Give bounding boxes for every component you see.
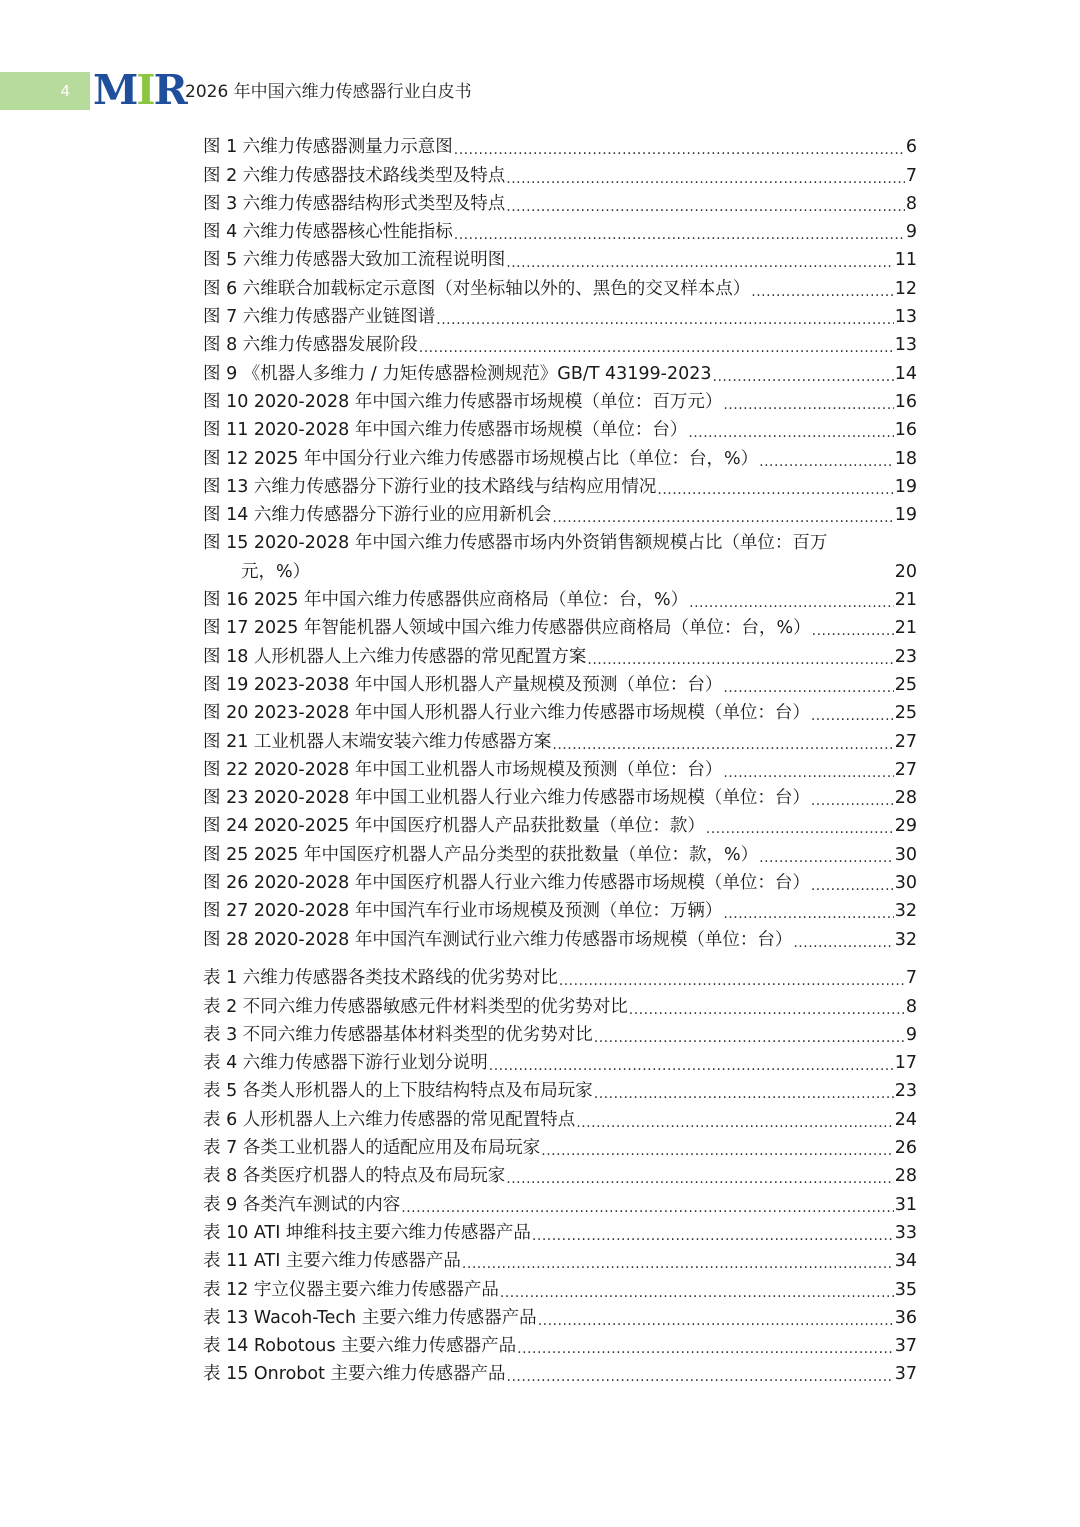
toc-entry-label: 表 11 ATI 主要六维力传感器产品 <box>203 1251 461 1272</box>
toc-entry-label: 图 11 2020-2028 年中国六维力传感器市场规模（单位：台） <box>203 420 688 441</box>
dot-leader <box>538 1305 894 1331</box>
dot-leader <box>576 1107 893 1133</box>
table-entry[interactable] <box>203 1359 917 1387</box>
toc-entry-label: 图 15 2020-2028 年中国六维力传感器市场内外资销售额规模占比（单位：百万 <box>203 533 828 554</box>
toc-entry-page: 16 <box>894 420 917 441</box>
table-entry[interactable] <box>203 991 917 1019</box>
toc-entry-label: 图 21 工业机器人末端安装六维力传感器方案 <box>203 731 552 752</box>
figure-entry[interactable] <box>203 472 917 500</box>
figure-entry[interactable] <box>203 415 917 443</box>
toc-entry-page: 7 <box>905 165 917 186</box>
dot-leader <box>587 644 893 670</box>
toc-entry-page: 36 <box>894 1307 917 1328</box>
dot-leader <box>723 672 893 698</box>
toc-entry-label: 图 13 六维力传感器分下游行业的技术路线与结构应用情况 <box>203 476 657 497</box>
table-entry[interactable] <box>203 963 917 991</box>
toc-entry-label: 表 4 六维力传感器下游行业划分说明 <box>203 1053 488 1074</box>
toc-entry-label: 表 6 人形机器人上六维力传感器的常见配置特点 <box>203 1109 576 1130</box>
toc-entry-page: 34 <box>894 1251 917 1272</box>
dot-leader <box>594 1078 894 1104</box>
toc-entry-page: 33 <box>894 1222 917 1243</box>
figure-entry[interactable] <box>203 924 917 952</box>
dot-leader <box>629 994 905 1020</box>
figure-entry[interactable] <box>203 160 917 188</box>
toc-entry-page: 13 <box>894 335 917 356</box>
dot-leader <box>759 446 894 472</box>
dot-leader <box>559 965 905 991</box>
toc-entry-page: 8 <box>905 996 917 1017</box>
toc-entry-label: 图 6 六维联合加载标定示意图（对坐标轴以外的、黑色的交叉样本点） <box>203 278 751 299</box>
toc-entry-label: 表 5 各类人形机器人的上下肢结构特点及布局玩家 <box>203 1081 593 1102</box>
table-entry[interactable] <box>203 1303 917 1331</box>
toc-entry-label: 表 10 ATI 坤维科技主要六维力传感器产品 <box>203 1222 531 1243</box>
figure-entry[interactable] <box>203 217 917 245</box>
toc-entry-page: 19 <box>894 476 917 497</box>
toc-entry-page: 23 <box>894 1081 917 1102</box>
toc-entry-label: 图 4 六维力传感器核心性能指标 <box>203 222 453 243</box>
document-title: 2026 年中国六维力传感器行业白皮书 <box>185 82 472 102</box>
toc-entry-page: 12 <box>894 278 917 299</box>
dot-leader <box>688 417 893 443</box>
dot-leader <box>462 1248 894 1274</box>
toc-entry-page: 31 <box>894 1194 917 1215</box>
mir-logo: MIR <box>93 66 186 114</box>
toc-entry-page: 13 <box>894 307 917 328</box>
table-entry[interactable] <box>203 1218 917 1246</box>
figure-entry[interactable] <box>203 273 917 301</box>
toc-entry-label: 图 7 六维力传感器产业链图谱 <box>203 307 436 328</box>
toc-entry-page: 11 <box>894 250 917 271</box>
toc-entry-label: 表 7 各类工业机器人的适配应用及布局玩家 <box>203 1138 541 1159</box>
dot-leader <box>454 219 905 245</box>
toc-entry-label: 图 8 六维力传感器发展阶段 <box>203 335 418 356</box>
table-entry[interactable] <box>203 1048 917 1076</box>
dot-leader <box>723 898 893 924</box>
toc-entry-label: 图 18 人形机器人上六维力传感器的常见配置方案 <box>203 646 587 667</box>
toc-entry-label: 图 24 2020-2025 年中国医疗机器人产品获批数量（单位：款） <box>203 816 705 837</box>
dot-leader <box>506 191 905 217</box>
toc-entry-page: 25 <box>894 703 917 724</box>
toc-entry-label: 图 17 2025 年智能机器人领域中国六维力传感器供应商格局（单位：台，%） <box>203 618 811 639</box>
toc-entry-label: 元，%） <box>241 561 311 582</box>
figure-entry[interactable] <box>203 245 917 273</box>
table-entry[interactable] <box>203 1104 917 1132</box>
figure-entry[interactable] <box>203 387 917 415</box>
toc-entry-label: 图 22 2020-2028 年中国工业机器人市场规模及预测（单位：台） <box>203 759 723 780</box>
table-entry[interactable] <box>203 1161 917 1189</box>
toc-entry-page: 30 <box>894 844 917 865</box>
toc-entry-page: 23 <box>894 646 917 667</box>
dot-leader <box>506 163 905 189</box>
dot-leader <box>811 785 894 811</box>
figure-list <box>203 132 917 953</box>
dot-leader <box>751 276 893 302</box>
toc-entry-label: 图 16 2025 年中国六维力传感器供应商格局（单位：台，%） <box>203 590 689 611</box>
toc-entry-label: 表 12 宇立仪器主要六维力传感器产品 <box>203 1279 499 1300</box>
toc-entry-page: 24 <box>894 1109 917 1130</box>
table-entry[interactable] <box>203 1020 917 1048</box>
toc-entry-label: 表 15 Onrobot 主要六维力传感器产品 <box>203 1364 506 1385</box>
figure-entry[interactable] <box>203 330 917 358</box>
dot-leader <box>517 1333 894 1359</box>
toc-entry-page: 7 <box>905 968 917 989</box>
toc-entry-page: 20 <box>894 561 917 582</box>
figure-entry[interactable] <box>203 783 917 811</box>
dot-leader <box>419 332 894 358</box>
toc-entry-page: 30 <box>894 873 917 894</box>
dot-leader <box>541 1135 893 1161</box>
figure-entry[interactable] <box>203 613 917 641</box>
dot-leader <box>723 389 893 415</box>
figure-entry[interactable] <box>203 500 917 528</box>
figure-entry[interactable] <box>203 358 917 386</box>
figure-entry[interactable] <box>203 896 917 924</box>
toc-entry-page: 14 <box>894 363 917 384</box>
table-entry[interactable] <box>203 1076 917 1104</box>
table-entry[interactable] <box>203 1133 917 1161</box>
toc-entry-label: 图 9 《机器人多维力 / 力矩传感器检测规范》GB/T 43199-2023 <box>203 363 712 384</box>
dot-leader <box>454 134 905 160</box>
figure-entry[interactable] <box>203 528 917 585</box>
toc-entry-label: 图 27 2020-2028 年中国汽车行业市场规模及预测（单位：万辆） <box>203 901 723 922</box>
toc-entry-page: 9 <box>905 1024 917 1045</box>
toc-entry-page: 6 <box>905 137 917 158</box>
toc-entry-page: 19 <box>894 505 917 526</box>
toc-entry-page: 32 <box>894 929 917 950</box>
toc-entry-page: 32 <box>894 901 917 922</box>
dot-leader <box>657 474 893 500</box>
toc-entry-label: 图 10 2020-2028 年中国六维力传感器市场规模（单位：百万元） <box>203 391 723 412</box>
toc-entry-label: 表 8 各类医疗机器人的特点及布局玩家 <box>203 1166 506 1187</box>
toc-entry-label: 图 5 六维力传感器大致加工流程说明图 <box>203 250 506 271</box>
toc-entry-page: 8 <box>905 193 917 214</box>
dot-leader <box>811 700 894 726</box>
dot-leader <box>811 870 894 896</box>
page-number-tab: 4 <box>0 72 90 110</box>
figure-entry[interactable] <box>203 698 917 726</box>
toc-entry-page: 27 <box>894 759 917 780</box>
figure-entry[interactable] <box>203 132 917 160</box>
figure-entry[interactable] <box>203 811 917 839</box>
dot-leader <box>759 842 894 868</box>
figure-entry[interactable] <box>203 302 917 330</box>
toc-entry-page: 21 <box>894 590 917 611</box>
dot-leader <box>532 1220 894 1246</box>
toc-entry-label: 图 23 2020-2028 年中国工业机器人行业六维力传感器市场规模（单位：台） <box>203 788 810 809</box>
dot-leader <box>723 757 893 783</box>
toc-entry-page: 26 <box>894 1138 917 1159</box>
toc-entry-label: 图 2 六维力传感器技术路线类型及特点 <box>203 165 506 186</box>
toc-entry-page: 25 <box>894 674 917 695</box>
toc-entry-page: 21 <box>894 618 917 639</box>
toc-entry-page: 27 <box>894 731 917 752</box>
toc-entry-continuation <box>241 556 917 584</box>
toc-entry-page: 37 <box>894 1364 917 1385</box>
page-header <box>0 66 1080 114</box>
dot-leader <box>594 1022 905 1048</box>
toc-entry-label: 图 20 2023-2028 年中国人形机器人行业六维力传感器市场规模（单位：台） <box>203 703 810 724</box>
dot-leader <box>689 587 894 613</box>
toc-entry-page: 28 <box>894 788 917 809</box>
dot-leader <box>552 502 893 528</box>
dot-leader <box>500 1277 894 1303</box>
toc-entry-page: 9 <box>905 222 917 243</box>
dot-leader <box>812 615 894 641</box>
toc-entry-label: 表 3 不同六维力传感器基体材料类型的优劣势对比 <box>203 1024 593 1045</box>
figure-entry[interactable] <box>203 868 917 896</box>
table-entry[interactable] <box>203 1246 917 1274</box>
dot-leader <box>507 1361 894 1387</box>
figure-entry[interactable] <box>203 443 917 471</box>
table-entry[interactable] <box>203 1274 917 1302</box>
dot-leader <box>706 813 894 839</box>
table-list <box>203 963 917 1387</box>
toc-entry-page: 35 <box>894 1279 917 1300</box>
toc-entry-label: 图 14 六维力传感器分下游行业的应用新机会 <box>203 505 552 526</box>
toc-entry-label: 图 1 六维力传感器测量力示意图 <box>203 137 453 158</box>
toc-entry-label: 图 19 2023-2038 年中国人形机器人产量规模及预测（单位：台） <box>203 674 723 695</box>
toc-entry-page: 17 <box>894 1053 917 1074</box>
toc-entry-label: 表 14 Robotous 主要六维力传感器产品 <box>203 1336 517 1357</box>
figure-entry[interactable] <box>203 726 917 754</box>
dot-leader <box>489 1050 894 1076</box>
toc-entry-page: 29 <box>894 816 917 837</box>
table-entry[interactable] <box>203 1189 917 1217</box>
toc-entry-label: 图 25 2025 年中国医疗机器人产品分类型的获批数量（单位：款，%） <box>203 844 759 865</box>
toc-entry-label: 表 2 不同六维力传感器敏感元件材料类型的优劣势对比 <box>203 996 628 1017</box>
toc-entry-label: 图 26 2020-2028 年中国医疗机器人行业六维力传感器市场规模（单位：台） <box>203 873 810 894</box>
toc-entry-label: 图 28 2020-2028 年中国汽车测试行业六维力传感器市场规模（单位：台） <box>203 929 793 950</box>
toc-entry-label: 图 3 六维力传感器结构形式类型及特点 <box>203 193 506 214</box>
toc-entry-label: 图 12 2025 年中国分行业六维力传感器市场规模占比（单位：台，%） <box>203 448 759 469</box>
figure-entry[interactable] <box>203 755 917 783</box>
dot-leader <box>552 729 893 755</box>
dot-leader <box>436 304 893 330</box>
figure-entry[interactable] <box>203 839 917 867</box>
toc-entry-label: 表 13 Wacoh-Tech 主要六维力传感器产品 <box>203 1307 537 1328</box>
dot-leader <box>506 247 893 273</box>
dot-leader <box>506 1163 893 1189</box>
toc-entry-label: 表 1 六维力传感器各类技术路线的优劣势对比 <box>203 968 558 989</box>
toc-entry-page: 28 <box>894 1166 917 1187</box>
figure-entry[interactable] <box>203 641 917 669</box>
table-entry[interactable] <box>203 1331 917 1359</box>
dot-leader <box>310 559 895 585</box>
toc-entry-page: 16 <box>894 391 917 412</box>
figure-entry[interactable] <box>203 585 917 613</box>
dot-leader <box>401 1192 893 1218</box>
toc-entry-page: 37 <box>894 1336 917 1357</box>
figure-entry[interactable] <box>203 670 917 698</box>
figure-entry[interactable] <box>203 189 917 217</box>
toc-entry-label: 表 9 各类汽车测试的内容 <box>203 1194 401 1215</box>
dot-leader <box>793 927 893 953</box>
dot-leader <box>713 361 894 387</box>
toc-entry-page: 18 <box>894 448 917 469</box>
